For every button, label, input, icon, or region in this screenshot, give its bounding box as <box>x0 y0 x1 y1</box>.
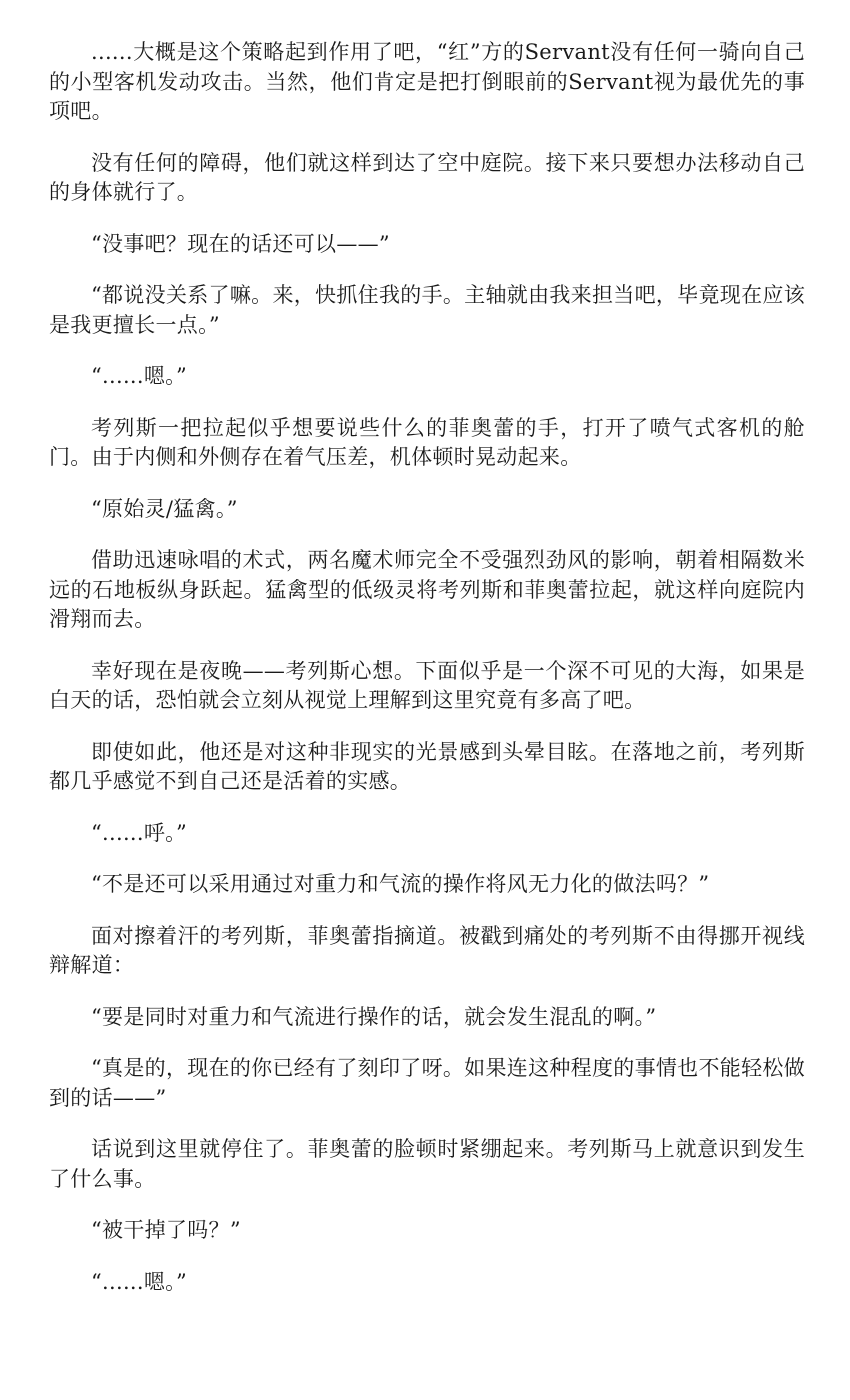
paragraph: 借助迅速咏唱的术式，两名魔术师完全不受强烈劲风的影响，朝着相隔数米远的石地板纵身跃起。猛禽型的低级灵将考列斯和菲奥蕾拉起，就这样向庭院内滑翔而去。 <box>49 548 805 631</box>
paragraph: 没有任何的障碍，他们就这样到达了空中庭院。接下来只要想办法移动自己的身体就行了。 <box>49 150 805 204</box>
paragraph: ......大概是这个策略起到作用了吧，“红”方的Servant没有任何一骑向自己的小型客机发动攻击。当然，他们肯定是把打倒眼前的Servant视为最优先的事项吧。 <box>49 40 805 123</box>
paragraph: 即使如此，他还是对这种非现实的光景感到头晕目眩。在落地之前，考列斯都几乎感觉不到自己还是活着的实感。 <box>49 739 805 793</box>
paragraph: “都说没关系了嘛。来，快抓住我的手。主轴就由我来担当吧，毕竟现在应该是我更擅长一点。” <box>49 283 805 337</box>
document-page <box>49 38 805 1319</box>
paragraph: “......嗯。” <box>91 364 188 388</box>
paragraph: “不是还可以采用通过对重力和气流的操作将风无力化的做法吗？” <box>91 872 710 896</box>
paragraph: “......嗯。” <box>91 1269 188 1294</box>
paragraph: “要是同时对重力和气流进行操作的话，就会发生混乱的啊。” <box>91 1004 657 1029</box>
paragraph: “没事吧？现在的话还可以——” <box>91 231 390 256</box>
paragraph: 话说到这里就停住了。菲奥蕾的脸顿时紧绷起来。考列斯马上就意识到发生了什么事。 <box>49 1137 805 1191</box>
paragraph: “......呼。” <box>91 820 188 845</box>
paragraph: 幸好现在是夜晚——考列斯心想。下面似乎是一个深不可见的大海，如果是白天的话，恐怕就会立刻从视觉上理解到这里究竟有多高了吧。 <box>49 658 805 712</box>
paragraph: 面对擦着汗的考列斯，菲奥蕾指摘道。被戳到痛处的考列斯不由得挪开视线辩解道： <box>49 923 805 977</box>
paragraph: “真是的，现在的你已经有了刻印了呀。如果连这种程度的事情也不能轻松做到的话——” <box>49 1056 805 1110</box>
paragraph: “原始灵/猛禽。” <box>91 496 238 521</box>
paragraph: “被干掉了吗？” <box>91 1218 241 1242</box>
paragraph: 考列斯一把拉起似乎想要说些什么的菲奥蕾的手，打开了喷气式客机的舱门。由于内侧和外侧存在着气压差，机体顿时晃动起来。 <box>49 415 805 469</box>
